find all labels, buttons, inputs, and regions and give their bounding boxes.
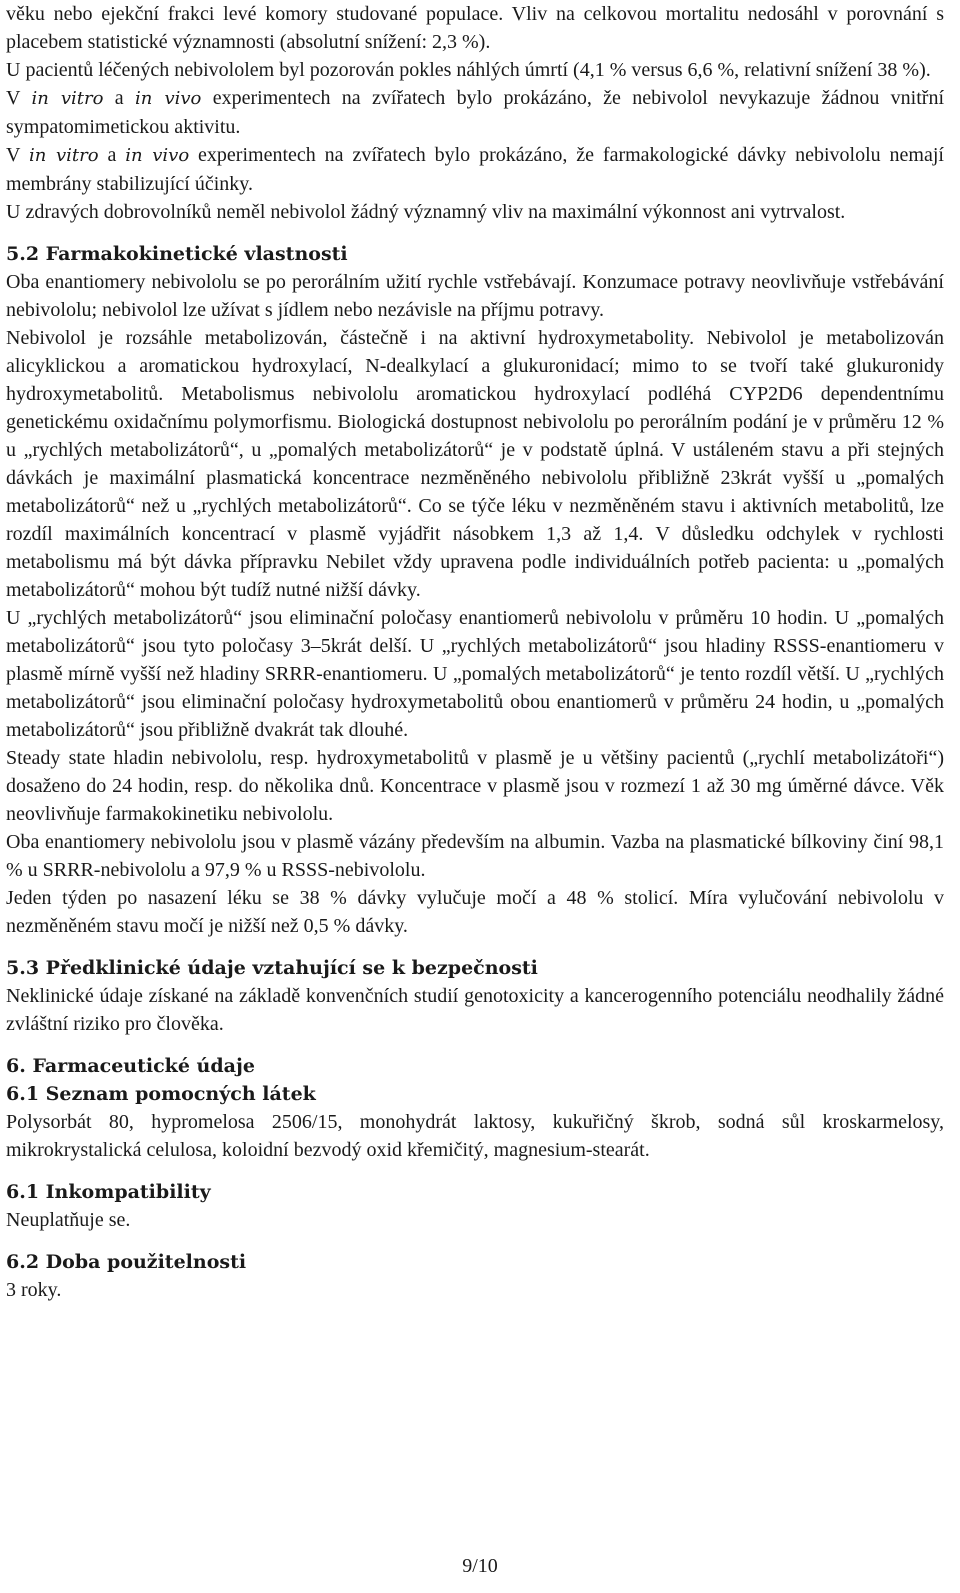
paragraph-sympathomimetic	[6, 84, 944, 141]
text-segment: V	[6, 87, 32, 109]
heading-pharmacokinetics: 5.2 Farmakokinetické vlastnosti	[6, 243, 348, 265]
paragraph-membrane	[6, 141, 944, 198]
paragraph-excipients: Polysorbát 80, hypromelosa 2506/15, monohydrát laktosy, kukuřičný škrob, sodná sůl kroskarmelosy, mikrokrystalická celulosa, koloidní bezvodý oxid křemičitý, magnesium-stearát.	[6, 1111, 944, 1161]
heading-excipients: 6.1 Seznam pomocných látek	[6, 1083, 316, 1105]
paragraph-preclinical: Neklinické údaje získané na základě konvenčních studií genotoxicity a kancerogenního potenciálu neodhalily žádné zvláštní riziko pro člověka.	[6, 985, 944, 1035]
text-segment: experimentech na zvířatech bylo prokázáno, že farmakologické dávky nebivololu nemají membrány stabilizující účinky.	[6, 144, 944, 195]
italic-in-vitro: in vitro	[28, 145, 99, 166]
heading-preclinical: 5.3 Předklinické údaje vztahující se k bezpečnosti	[6, 957, 538, 979]
heading-shelf-life: 6.2 Doba použitelnosti	[6, 1251, 247, 1273]
paragraph-half-life: U „rychlých metabolizátorů“ jsou eliminační poločasy enantiomerů nebivololu v průměru 10 hodin. U „pomalých metabolizátorů“ jsou tyto poločasy 3–5krát delší. U „rychlých metabolizátorů“ jsou hladiny RSSS-enantiomeru v plasmě mírně vyšší než hladiny SRRR-enantiomeru. U „pomalých metabolizátorů“ je tento rozdíl větší. U „rychlých metabolizátorů“ jsou eliminační poločasy hydroxymetabolitů obou enantiomerů v průměru 24 hodin, u „pomalých metabolizátorů“ jsou přibližně dvakrát tak dlouhé.	[6, 607, 944, 741]
paragraph-absorption: Oba enantiomery nebivololu se po perorálním užití rychle vstřebávají. Konzumace potravy neovlivňuje vstřebávání nebivololu; nebivolol lze užívat s jídlem nebo nezávisle na příjmu potravy.	[6, 271, 944, 321]
text-segment: experimentech na zvířatech bylo prokázáno, že nebivolol nevykazuje žádnou vnitřní sympatomimetickou aktivitu.	[6, 87, 944, 138]
paragraph-sudden-deaths: U pacientů léčených nebivololem byl pozorován pokles náhlých úmrtí (4,1 % versus 6,6 %, relativní snížení 38 %).	[6, 59, 931, 81]
paragraph-shelf-life: 3 roky.	[6, 1279, 62, 1301]
paragraph-steady-state: Steady state hladin nebivololu, resp. hydroxymetabolitů v plasmě je u většiny pacientů („rychlí metabolizátoři“) dosaženo do 24 hodin, resp. do několika dnů. Koncentrace v plasmě jsou v rozmezí 1 až 30 mg úměrné dávce. Věk neovlivňuje farmakokinetiku nebivololu.	[6, 747, 944, 825]
page-number: 9/10	[462, 1555, 498, 1577]
italic-in-vivo: in vivo	[135, 88, 202, 109]
paragraph-metabolism: Nebivolol je rozsáhle metabolizován, částečně i na aktivní hydroxymetabolity. Nebivolol je metabolizován alicyklickou a aromatickou hydroxylací, N-dealkylací a glukuronidací; mimo to se tvoří také glukuronidy hydroxymetabolitů. Metabolismus nebivololu aromatickou hydroxylací podléhá CYP2D6 dependentnímu genetickému oxidačnímu polymorfismu. Biologická dostupnost nebivololu po perorálním podání je v průměru 12 % u „rychlých metabolizátorů“, u „pomalých metabolizátorů“ je v podstatě úplná. V ustáleném stavu a při stejných dávkách je maximální plasmatická koncentrace nezměněného nebivololu přibližně 23krát vyšší u „pomalých metabolizátorů“ než u „rychlých metabolizátorů“. Co se týče léku v nezměněném stavu i aktivních metabolitů, lze rozdíl maximálních koncentrací v plasmě vyjádřit násobkem 1,3 až 1,4. V důsledku odchylek v rychlosti metabolismu má být dávka přípravku Nebilet vždy upravena podle individuálních potřeb pacienta: u „pomalých metabolizátorů“ mohou být tudíž nutné nižší dávky.	[6, 327, 944, 601]
paragraph-incompatibilities: Neuplatňuje se.	[6, 1209, 131, 1231]
paragraph-volunteers: U zdravých dobrovolníků neměl nebivolol žádný významný vliv na maximální výkonnost ani vytrvalost.	[6, 201, 846, 223]
paragraph-mortality: věku nebo ejekční frakci levé komory studované populace. Vliv na celkovou mortalitu nedosáhl v porovnání s placebem statistické významnosti (absolutní snížení: 2,3 %).	[6, 3, 944, 53]
paragraph-excretion: Jeden týden po nasazení léku se 38 % dávky vylučuje močí a 48 % stolicí. Míra vylučování nebivololu v nezměněném stavu močí je nižší než 0,5 % dávky.	[6, 887, 944, 937]
text-segment: V	[6, 144, 29, 166]
document-page	[6, 0, 944, 1304]
italic-in-vivo: in vivo	[125, 145, 190, 166]
text-segment: a	[103, 87, 136, 109]
italic-in-vitro: in vitro	[31, 88, 104, 109]
paragraph-protein-binding: Oba enantiomery nebivololu jsou v plasmě vázány především na albumin. Vazba na plasmatické bílkoviny činí 98,1 % u SRRR-nebivololu a 97,9 % u RSSS-nebivololu.	[6, 831, 944, 881]
text-segment: a	[98, 144, 126, 166]
heading-pharmaceutical: 6. Farmaceutické údaje	[6, 1055, 255, 1077]
heading-incompatibilities: 6.1 Inkompatibility	[6, 1181, 211, 1203]
